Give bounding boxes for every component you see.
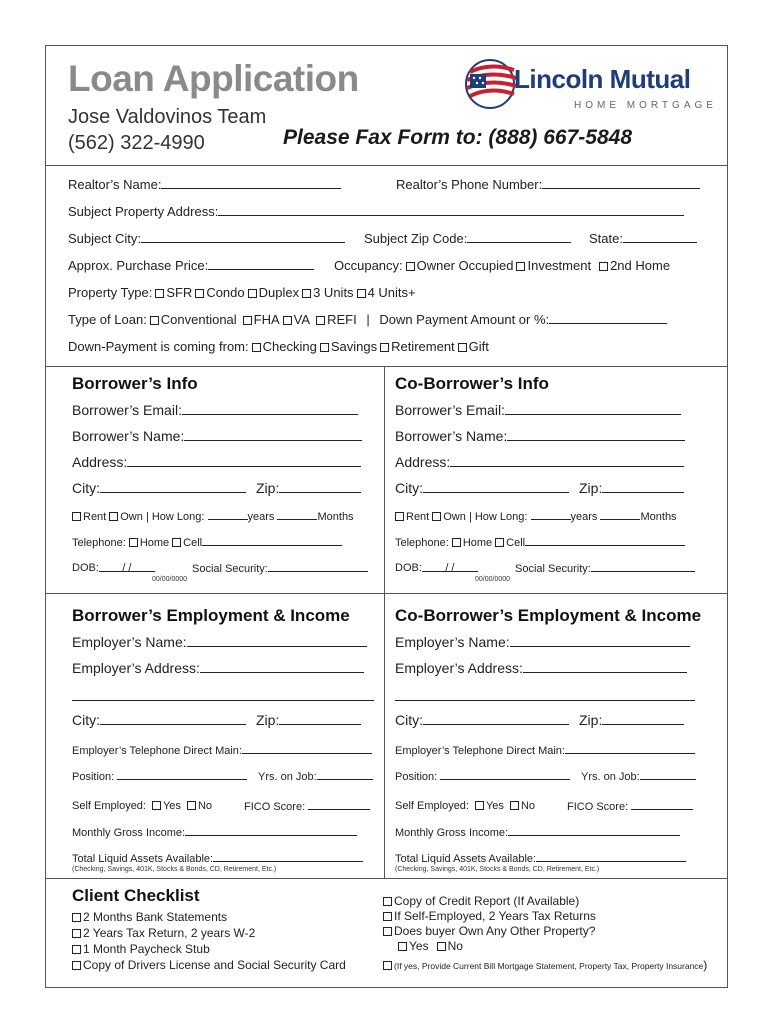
- c-emp-phone-label: Employer’s Telephone Direct Main:: [395, 745, 565, 757]
- borrower-telephone-label: Telephone:: [72, 537, 126, 549]
- coborrower-name-line[interactable]: [507, 429, 685, 441]
- gift-label: Gift: [468, 339, 489, 354]
- coborrower-name-label: Borrower’s Name:: [395, 428, 508, 444]
- duplex-label: Duplex: [258, 285, 300, 300]
- c-yrs-job-label: Yrs. on Job:: [581, 771, 640, 783]
- state-label: State:: [589, 231, 623, 246]
- b-employer-address-label: Employer’s Address:: [72, 660, 200, 676]
- c-self-employed-field: [395, 800, 535, 812]
- subject-zip-label: Subject Zip Code:: [364, 231, 468, 246]
- subject-city-field[interactable]: [68, 231, 345, 246]
- employment-section-divider: [46, 878, 727, 879]
- c-employer-address-line[interactable]: [523, 661, 687, 673]
- subject-zip-field[interactable]: [364, 231, 571, 246]
- coborrower-home-checkbox[interactable]: [452, 538, 461, 547]
- borrower-name-line[interactable]: [184, 429, 362, 441]
- b-gross-income-line[interactable]: [185, 826, 357, 836]
- borrower-cell-label: Cell: [183, 537, 203, 549]
- if-yes-close-paren: ): [703, 958, 708, 972]
- coborrower-years-label: years: [570, 511, 598, 523]
- subject-address-field[interactable]: [68, 204, 684, 219]
- investment-checkbox[interactable]: [516, 262, 525, 271]
- c-yrs-job-line[interactable]: [640, 770, 696, 780]
- checklist-item-label: 2 Months Bank Statements: [83, 910, 228, 924]
- va-checkbox[interactable]: [283, 316, 292, 325]
- logo-subtitle: HOME MORTGAGE: [574, 100, 717, 111]
- subject-address-line[interactable]: [218, 204, 684, 216]
- b-position-line[interactable]: [117, 770, 247, 780]
- checklist-item: [383, 958, 707, 972]
- loan-application-form: [45, 45, 728, 988]
- c-self-employed-yes-label: Yes: [485, 800, 504, 812]
- borrower-months-line[interactable]: [277, 510, 317, 520]
- checklist-bank-statements-checkbox[interactable]: [72, 913, 81, 922]
- checklist-if-yes-checkbox[interactable]: [383, 961, 392, 970]
- separator: |: [366, 312, 370, 327]
- b-self-employed-yes-checkbox[interactable]: [152, 801, 161, 810]
- loan-type-group: [68, 312, 667, 327]
- c-fico-label: FICO Score:: [567, 801, 629, 813]
- condo-label: Condo: [206, 285, 245, 300]
- b-emp-city-label: City:: [72, 712, 100, 728]
- b-emp-city-field[interactable]: [72, 712, 246, 728]
- checklist-credit-report-checkbox[interactable]: [383, 897, 392, 906]
- top-section-divider: [46, 366, 727, 367]
- checklist-item: [383, 909, 596, 923]
- coborrower-cell-label: Cell: [506, 537, 526, 549]
- coborrower-dob-format: 00/00/0000: [475, 576, 511, 583]
- coborrower-address-line[interactable]: [450, 455, 684, 467]
- borrower-home-label: Home: [139, 537, 170, 549]
- coborrower-rent-checkbox[interactable]: [395, 512, 404, 521]
- b-self-employed-field: [72, 800, 212, 812]
- borrower-name-label: Borrower’s Name:: [72, 428, 185, 444]
- borrower-how-long-label: | How Long:: [145, 511, 205, 523]
- c-emp-city-line[interactable]: [423, 713, 569, 725]
- down-payment-line[interactable]: [549, 312, 667, 324]
- c-emp-phone-line[interactable]: [565, 744, 695, 754]
- owner-occupied-checkbox[interactable]: [406, 262, 415, 271]
- property-type-group: [68, 285, 416, 300]
- b-gross-income-field[interactable]: [72, 826, 357, 839]
- coborrower-own-checkbox[interactable]: [432, 512, 441, 521]
- other-property-no-checkbox[interactable]: [437, 942, 446, 951]
- c-employer-address-label: Employer’s Address:: [395, 660, 523, 676]
- fax-instructions: Please Fax Form to: (888) 667-5848: [283, 126, 633, 149]
- b-emp-phone-line[interactable]: [242, 744, 372, 754]
- checking-checkbox[interactable]: [252, 343, 261, 352]
- borrower-city-line[interactable]: [100, 481, 246, 493]
- refi-label: REFI: [327, 312, 357, 327]
- borrower-rent-label: Rent: [83, 511, 107, 523]
- borrower-dob-format: 00/00/0000: [152, 576, 188, 583]
- coborrower-info-section: [395, 374, 725, 594]
- coborrower-employment-section: [395, 606, 725, 878]
- borrower-residence-field: [72, 510, 354, 523]
- borrower-years-line[interactable]: [208, 510, 248, 520]
- second-home-label: 2nd Home: [610, 258, 671, 273]
- c-fico-field[interactable]: [567, 800, 693, 813]
- b-emp-phone-field[interactable]: [72, 744, 372, 757]
- purchase-price-label: Approx. Purchase Price:: [68, 258, 209, 273]
- borrower-dob-field[interactable]: [72, 562, 155, 574]
- b-gross-income-label: Monthly Gross Income:: [72, 827, 186, 839]
- retirement-checkbox[interactable]: [380, 343, 389, 352]
- checklist-item: [72, 926, 255, 940]
- c-self-employed-yes-checkbox[interactable]: [475, 801, 484, 810]
- c-emp-zip-line[interactable]: [602, 713, 684, 725]
- borrower-ssn-line[interactable]: [268, 562, 368, 572]
- coborrower-address-field[interactable]: [395, 454, 684, 470]
- borrower-email-field[interactable]: [72, 402, 358, 418]
- four-units-label: 4 Units+: [367, 285, 416, 300]
- coborrower-ssn-label: Social Security:: [515, 563, 591, 575]
- condo-checkbox[interactable]: [195, 289, 204, 298]
- second-home-checkbox[interactable]: [599, 262, 608, 271]
- employment-column-divider: [384, 593, 385, 878]
- b-self-employed-label: Self Employed:: [72, 800, 146, 812]
- borrower-ssn-field[interactable]: [192, 562, 368, 575]
- coborrower-months-line[interactable]: [600, 510, 640, 520]
- coborrower-rent-label: Rent: [406, 511, 430, 523]
- checklist-item: [383, 924, 595, 938]
- realtor-name-label: Realtor’s Name:: [68, 177, 162, 192]
- borrower-zip-label: Zip:: [256, 480, 280, 496]
- borrower-info-heading: Borrower’s Info: [72, 374, 198, 393]
- borrower-city-label: City:: [72, 480, 100, 496]
- down-payment-source-group: [68, 339, 489, 354]
- c-employer-name-label: Employer’s Name:: [395, 634, 510, 650]
- fha-label: FHA: [253, 312, 280, 327]
- retirement-label: Retirement: [391, 339, 455, 354]
- purchase-price-line[interactable]: [208, 258, 314, 270]
- borrower-phone-line[interactable]: [202, 536, 342, 546]
- borrower-city-field[interactable]: [72, 480, 246, 496]
- c-employer-name-line[interactable]: [510, 635, 690, 647]
- form-title: Loan Application: [68, 58, 359, 99]
- checklist-item-label: 1 Month Paycheck Stub: [83, 942, 210, 956]
- c-emp-zip-field[interactable]: [579, 712, 684, 728]
- checklist-license-checkbox[interactable]: [72, 961, 81, 970]
- coborrower-months-label: Months: [640, 511, 677, 523]
- borrower-address-label: Address:: [72, 454, 128, 470]
- borrower-name-field[interactable]: [72, 428, 362, 444]
- subject-address-label: Subject Property Address:: [68, 204, 219, 219]
- four-units-checkbox[interactable]: [357, 289, 366, 298]
- borrower-telephone-field: [72, 536, 342, 549]
- borrower-dob-line[interactable]: [99, 562, 155, 572]
- sfr-label: SFR: [166, 285, 193, 300]
- b-yrs-job-label: Yrs. on Job:: [258, 771, 317, 783]
- borrower-rent-checkbox[interactable]: [72, 512, 81, 521]
- borrower-employment-heading: Borrower’s Employment & Income: [72, 606, 350, 625]
- other-property-answer: [395, 939, 463, 953]
- duplex-checkbox[interactable]: [248, 289, 257, 298]
- c-self-employed-no-checkbox[interactable]: [510, 801, 519, 810]
- state-field[interactable]: [589, 231, 697, 246]
- other-property-no-label: No: [447, 939, 463, 953]
- c-yrs-job-field[interactable]: [581, 770, 696, 783]
- borrower-own-checkbox[interactable]: [109, 512, 118, 521]
- checklist-item-label: If Self-Employed, 2 Years Tax Returns: [394, 909, 596, 923]
- coborrower-how-long-label: | How Long:: [468, 511, 528, 523]
- coborrower-address-label: Address:: [395, 454, 451, 470]
- b-employer-name-field[interactable]: [72, 634, 367, 650]
- c-emp-phone-field[interactable]: [395, 744, 695, 757]
- checklist-item-label: Does buyer Own Any Other Property?: [394, 924, 596, 938]
- realtor-phone-line[interactable]: [542, 177, 700, 189]
- checklist-heading: Client Checklist: [72, 886, 200, 905]
- c-position-label: Position:: [395, 771, 438, 783]
- borrower-dob-label: DOB:: [72, 562, 99, 574]
- realtor-phone-label: Realtor’s Phone Number:: [396, 177, 543, 192]
- borrower-employment-section: [72, 606, 382, 878]
- coborrower-zip-line[interactable]: [602, 481, 684, 493]
- other-property-yes-checkbox[interactable]: [398, 942, 407, 951]
- info-section-divider: [46, 593, 727, 594]
- borrower-ssn-label: Social Security:: [192, 563, 268, 575]
- coborrower-home-label: Home: [462, 537, 493, 549]
- c-liquid-assets-field[interactable]: [395, 852, 686, 865]
- checklist-item: [72, 910, 227, 924]
- if-yes-note: (If yes, Provide Current Bill Mortgage Statement, Property Tax, Property Insurance: [394, 961, 704, 971]
- c-emp-city-field[interactable]: [395, 712, 569, 728]
- checklist-paycheck-checkbox[interactable]: [72, 945, 81, 954]
- down-payment-source-label: Down-Payment is coming from:: [68, 339, 249, 354]
- c-position-line[interactable]: [440, 770, 570, 780]
- borrower-home-checkbox[interactable]: [129, 538, 138, 547]
- c-gross-income-field[interactable]: [395, 826, 680, 839]
- borrower-own-label: Own: [120, 511, 143, 523]
- borrower-zip-field[interactable]: [256, 480, 361, 496]
- checklist-tax-return-checkbox[interactable]: [72, 929, 81, 938]
- b-employer-address-line-2[interactable]: [72, 700, 374, 701]
- coborrower-dob-field[interactable]: [395, 562, 478, 574]
- checklist-right: [383, 894, 723, 984]
- checklist-item-label: Copy of Drivers License and Social Security Card: [83, 958, 346, 972]
- company-logo: [456, 58, 721, 118]
- investment-label: Investment: [527, 258, 592, 273]
- coborrower-email-line[interactable]: [505, 403, 681, 415]
- checklist-other-property-checkbox[interactable]: [383, 927, 392, 936]
- owner-occupied-label: Owner Occupied: [416, 258, 514, 273]
- gift-checkbox[interactable]: [458, 343, 467, 352]
- borrower-zip-line[interactable]: [279, 481, 361, 493]
- b-emp-zip-field[interactable]: [256, 712, 361, 728]
- coborrower-dob-slashes: / /: [445, 562, 455, 574]
- borrower-months-label: Months: [317, 511, 354, 523]
- c-position-field[interactable]: [395, 770, 570, 783]
- c-employer-address-field[interactable]: [395, 660, 687, 676]
- coborrower-telephone-field: [395, 536, 685, 549]
- checklist-item-label: Copy of Credit Report (If Available): [394, 894, 580, 908]
- coborrower-email-label: Borrower’s Email:: [395, 402, 505, 418]
- sfr-checkbox[interactable]: [155, 289, 164, 298]
- checklist-self-employed-checkbox[interactable]: [383, 912, 392, 921]
- c-liquid-assets-line[interactable]: [536, 852, 686, 862]
- realtor-name-field[interactable]: [68, 177, 341, 192]
- c-emp-city-label: City:: [395, 712, 423, 728]
- b-emp-phone-label: Employer’s Telephone Direct Main:: [72, 745, 242, 757]
- coborrower-dob-label: DOB:: [395, 562, 422, 574]
- c-self-employed-label: Self Employed:: [395, 800, 469, 812]
- b-emp-city-line[interactable]: [100, 713, 246, 725]
- loan-type-label: Type of Loan:: [68, 312, 147, 327]
- b-employer-name-label: Employer’s Name:: [72, 634, 187, 650]
- b-employer-address-line[interactable]: [200, 661, 364, 673]
- realtor-name-line[interactable]: [161, 177, 341, 189]
- b-liquid-assets-line[interactable]: [213, 852, 363, 862]
- checklist-item: [72, 958, 346, 972]
- coborrower-cell-checkbox[interactable]: [495, 538, 504, 547]
- coborrower-ssn-field[interactable]: [515, 562, 695, 575]
- checking-label: Checking: [262, 339, 317, 354]
- subject-city-line[interactable]: [141, 231, 345, 243]
- state-line[interactable]: [623, 231, 697, 243]
- c-emp-zip-label: Zip:: [579, 712, 603, 728]
- coborrower-name-field[interactable]: [395, 428, 685, 444]
- c-gross-income-line[interactable]: [508, 826, 680, 836]
- occupancy-group: [334, 258, 670, 273]
- b-self-employed-yes-label: Yes: [162, 800, 181, 812]
- b-employer-name-line[interactable]: [187, 635, 367, 647]
- refi-checkbox[interactable]: [316, 316, 325, 325]
- down-payment-label: Down Payment Amount or %:: [379, 312, 550, 327]
- b-fico-line[interactable]: [308, 800, 370, 810]
- coborrower-phone-line[interactable]: [525, 536, 685, 546]
- borrower-address-field[interactable]: [72, 454, 361, 470]
- coborrower-own-label: Own: [443, 511, 466, 523]
- borrower-cell-checkbox[interactable]: [172, 538, 181, 547]
- team-phone: (562) 322-4990: [68, 132, 205, 154]
- occupancy-label: Occupancy:: [334, 258, 403, 273]
- b-employer-address-field[interactable]: [72, 660, 364, 676]
- three-units-checkbox[interactable]: [302, 289, 311, 298]
- info-column-divider: [384, 366, 385, 593]
- fha-checkbox[interactable]: [243, 316, 252, 325]
- realtor-phone-field[interactable]: [396, 177, 700, 192]
- b-emp-zip-label: Zip:: [256, 712, 280, 728]
- borrower-email-line[interactable]: [182, 403, 358, 415]
- coborrower-email-field[interactable]: [395, 402, 681, 418]
- conventional-label: Conventional: [160, 312, 237, 327]
- purchase-price-field[interactable]: [68, 258, 314, 273]
- b-self-employed-no-label: No: [197, 800, 212, 812]
- c-fico-line[interactable]: [631, 800, 693, 810]
- b-emp-zip-line[interactable]: [279, 713, 361, 725]
- coborrower-residence-field: [395, 510, 677, 523]
- b-fico-field[interactable]: [244, 800, 370, 813]
- coborrower-telephone-label: Telephone:: [395, 537, 449, 549]
- three-units-label: 3 Units: [313, 285, 354, 300]
- coborrower-dob-line[interactable]: [422, 562, 478, 572]
- coborrower-employment-heading: Co-Borrower’s Employment & Income: [395, 606, 702, 625]
- borrower-years-label: years: [247, 511, 275, 523]
- coborrower-info-heading: Co-Borrower’s Info: [395, 374, 549, 393]
- va-label: VA: [293, 312, 311, 327]
- coborrower-zip-label: Zip:: [579, 480, 603, 496]
- borrower-address-line[interactable]: [127, 455, 361, 467]
- checklist-item: [383, 894, 579, 908]
- b-yrs-job-line[interactable]: [317, 770, 373, 780]
- borrower-info-section: [72, 374, 382, 594]
- c-employer-name-field[interactable]: [395, 634, 690, 650]
- subject-city-label: Subject City:: [68, 231, 141, 246]
- c-assets-note: (Checking, Savings, 401K, Stocks & Bonds, CD, Retirement, Etc.): [395, 866, 600, 873]
- c-liquid-assets-label: Total Liquid Assets Available:: [395, 853, 537, 865]
- b-position-field[interactable]: [72, 770, 247, 783]
- checklist-item-label: 2 Years Tax Return, 2 years W-2: [83, 926, 256, 940]
- subject-zip-line[interactable]: [467, 231, 571, 243]
- property-type-label: Property Type:: [68, 285, 153, 300]
- team-name: Jose Valdovinos Team: [68, 106, 267, 128]
- other-property-yes-label: Yes: [409, 939, 429, 953]
- b-liquid-assets-label: Total Liquid Assets Available:: [72, 853, 214, 865]
- checklist-left: [72, 886, 382, 986]
- borrower-dob-slashes: / /: [122, 562, 132, 574]
- coborrower-years-line[interactable]: [531, 510, 571, 520]
- b-assets-note: (Checking, Savings, 401K, Stocks & Bonds, CD, Retirement, Etc.): [72, 866, 277, 873]
- savings-checkbox[interactable]: [320, 343, 329, 352]
- logo-name: Lincoln Mutual: [514, 64, 691, 94]
- coborrower-ssn-line[interactable]: [591, 562, 695, 572]
- coborrower-city-line[interactable]: [423, 481, 569, 493]
- b-fico-label: FICO Score:: [244, 801, 306, 813]
- b-position-label: Position:: [72, 771, 115, 783]
- b-liquid-assets-field[interactable]: [72, 852, 363, 865]
- c-self-employed-no-label: No: [520, 800, 535, 812]
- coborrower-city-field[interactable]: [395, 480, 569, 496]
- conventional-checkbox[interactable]: [150, 316, 159, 325]
- checklist-item: [72, 942, 210, 956]
- coborrower-zip-field[interactable]: [579, 480, 684, 496]
- c-employer-address-line-2[interactable]: [395, 700, 695, 701]
- borrower-email-label: Borrower’s Email:: [72, 402, 182, 418]
- c-gross-income-label: Monthly Gross Income:: [395, 827, 509, 839]
- b-yrs-job-field[interactable]: [258, 770, 373, 783]
- coborrower-city-label: City:: [395, 480, 423, 496]
- savings-label: Savings: [330, 339, 378, 354]
- b-self-employed-no-checkbox[interactable]: [187, 801, 196, 810]
- header-divider: [46, 165, 727, 166]
